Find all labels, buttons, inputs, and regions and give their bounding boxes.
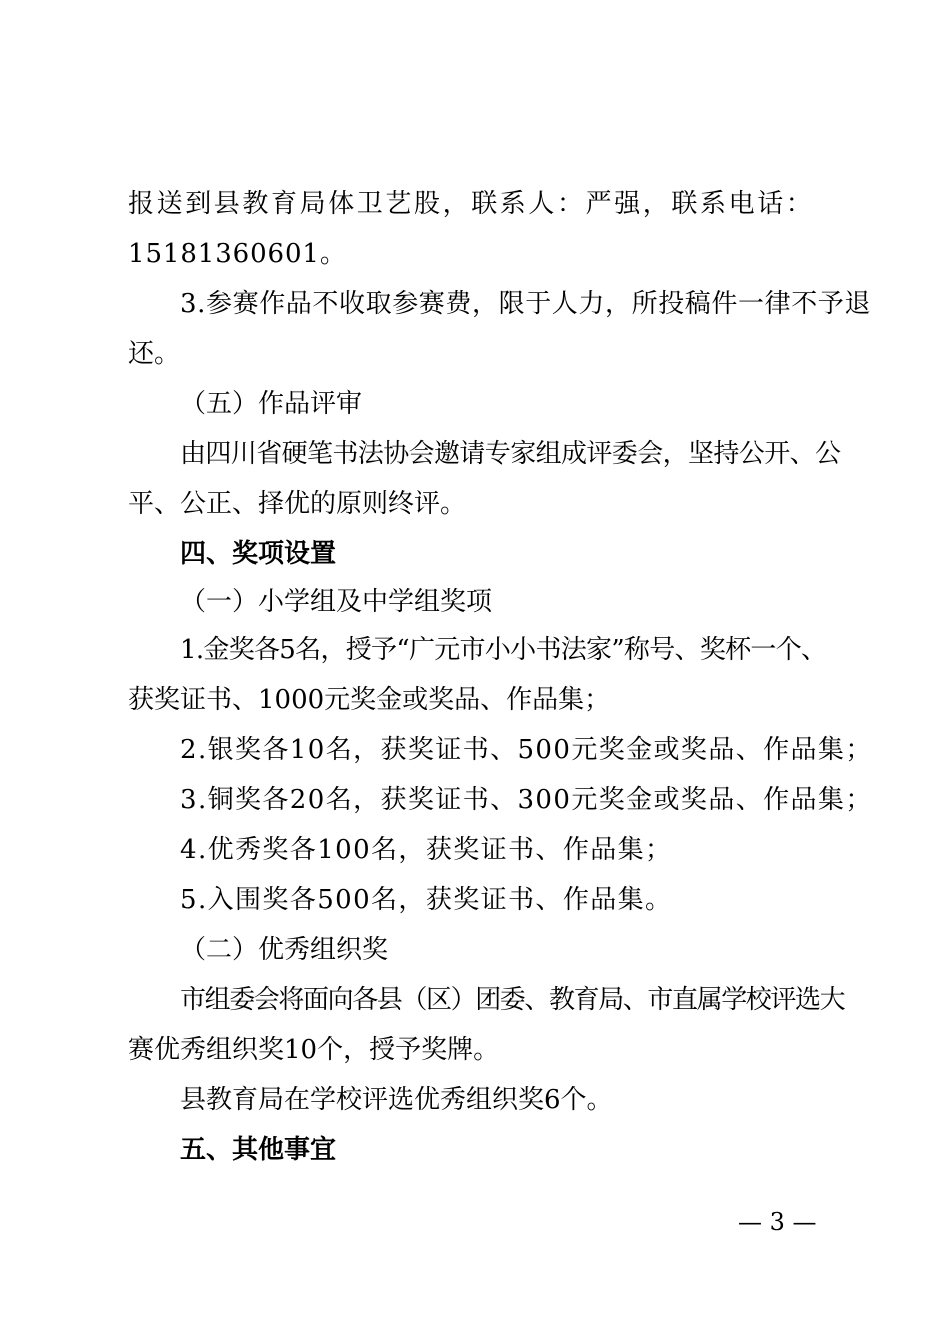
section-subheading: （二）优秀组织奖 <box>180 935 389 965</box>
body-line: 市组委会将面向各县（区）团委、教育局、市直属学校评选大 <box>180 985 845 1015</box>
award-item: 1.金奖各5名，授予“广元市小小书法家”称号、奖杯一个、 <box>180 635 827 665</box>
body-line: 平、公正、择优的原则终评。 <box>128 489 467 519</box>
award-item: 获奖证书、1000元奖金或奖品、作品集； <box>128 685 611 715</box>
section-subheading: （一）小学组及中学组奖项 <box>180 587 493 617</box>
body-line: 15181360601。 <box>128 239 347 269</box>
body-line: 3.参赛作品不收取参赛费，限于人力，所投稿件一律不予退 <box>180 289 872 319</box>
award-item: 2.银奖各10名，获奖证书、500元奖金或奖品、作品集； <box>180 735 873 765</box>
page-number: — 3 — <box>738 1208 817 1236</box>
award-item: 3.铜奖各20名，获奖证书、300元奖金或奖品、作品集； <box>180 785 873 815</box>
award-item: 5.入围奖各500名，获奖证书、作品集。 <box>180 885 673 915</box>
section-subheading: （五）作品评审 <box>180 389 363 419</box>
section-heading: 四、奖项设置 <box>180 539 337 569</box>
body-line: 由四川省硬笔书法协会邀请专家组成评委会，坚持公开、公 <box>180 439 841 469</box>
body-line: 赛优秀组织奖10个，授予奖牌。 <box>128 1035 500 1065</box>
section-heading: 五、其他事宜 <box>180 1135 337 1165</box>
award-item: 4.优秀奖各100名，获奖证书、作品集； <box>180 835 673 865</box>
body-line: 报送到县教育局体卫艺股，联系人：严强，联系电话： <box>128 189 815 219</box>
body-line: 还。 <box>128 339 181 369</box>
body-line: 县教育局在学校评选优秀组织奖6个。 <box>180 1085 613 1115</box>
